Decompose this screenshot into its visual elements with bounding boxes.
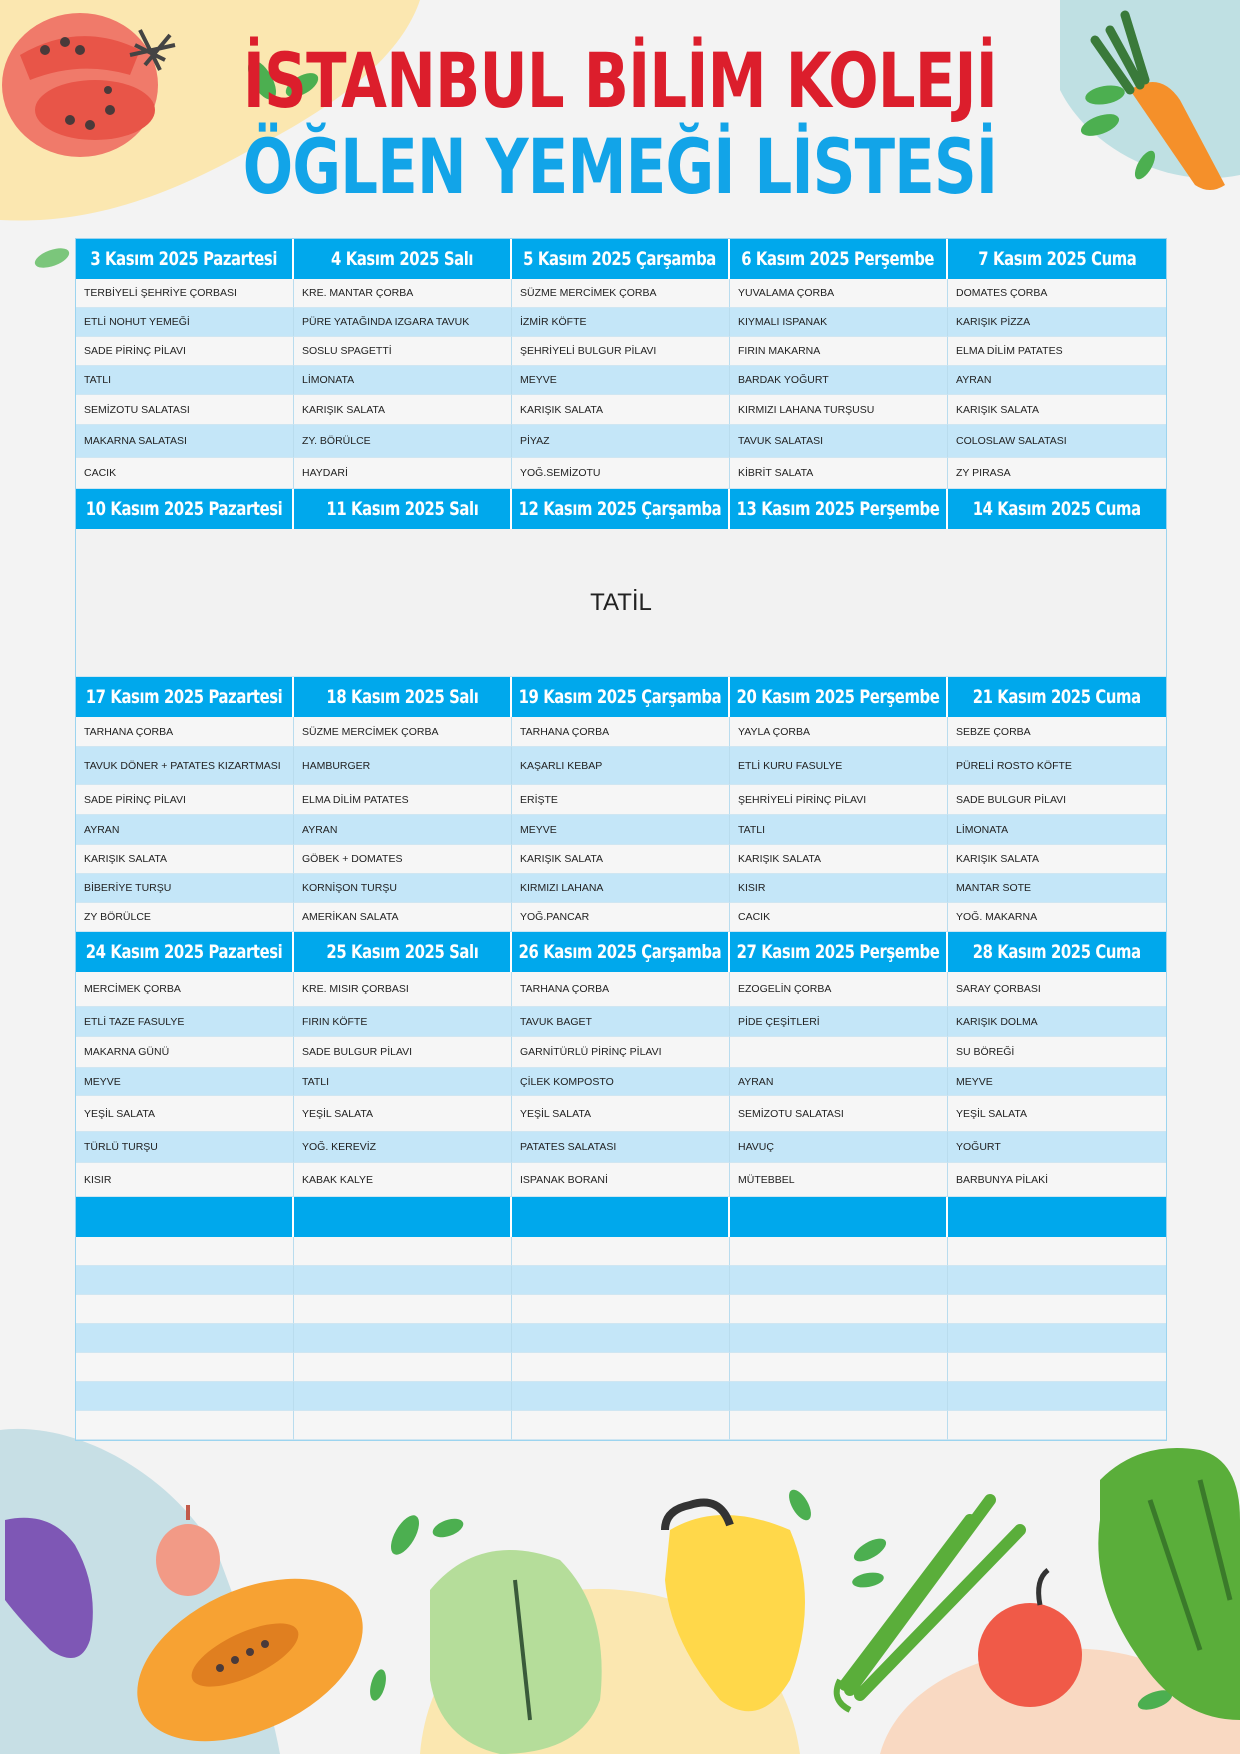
menu-cell xyxy=(512,1382,730,1411)
menu-cell: KRE. MISIR ÇORBASI xyxy=(294,972,512,1007)
menu-row xyxy=(76,747,1166,785)
day-header xyxy=(948,1197,1166,1237)
menu-cell xyxy=(948,1237,1166,1266)
menu-cell xyxy=(294,1411,512,1440)
menu-cell xyxy=(76,1237,294,1266)
menu-cell: ZY. BÖRÜLCE xyxy=(294,425,512,458)
menu-cell: YOĞURT xyxy=(948,1132,1166,1163)
menu-cell: MEYVE xyxy=(76,1068,294,1096)
menu-cell: LİMONATA xyxy=(948,815,1166,845)
menu-cell xyxy=(294,1237,512,1266)
menu-cell xyxy=(512,1353,730,1382)
day-header: 7 Kasım 2025 Cuma xyxy=(977,248,1137,270)
week-header-row xyxy=(76,489,1166,529)
menu-cell: EZOGELİN ÇORBA xyxy=(730,972,948,1007)
day-header: 20 Kasım 2025 Perşembe xyxy=(730,677,948,717)
menu-cell xyxy=(76,1382,294,1411)
menu-cell: SEMİZOTU SALATASI xyxy=(730,1096,948,1132)
menu-cell: TÜRLÜ TURŞU xyxy=(76,1132,294,1163)
menu-row xyxy=(76,815,1166,845)
menu-cell: MERCİMEK ÇORBA xyxy=(76,972,294,1007)
menu-cell: KARIŞIK SALATA xyxy=(76,845,294,874)
menu-cell: YOĞ. KEREVİZ xyxy=(294,1132,512,1163)
school-title: İSTANBUL BİLİM KOLEJİ xyxy=(242,36,998,125)
menu-cell: PÜRELİ ROSTO KÖFTE xyxy=(948,747,1166,785)
menu-cell: CACIK xyxy=(730,903,948,932)
menu-cell: AYRAN xyxy=(730,1068,948,1096)
menu-cell xyxy=(948,1353,1166,1382)
menu-cell: KARIŞIK SALATA xyxy=(730,845,948,874)
menu-row xyxy=(76,366,1166,395)
day-header xyxy=(512,1197,730,1237)
menu-cell: YOĞ. MAKARNA xyxy=(948,903,1166,932)
week-header-row xyxy=(76,1197,1166,1237)
menu-cell: ZY BÖRÜLCE xyxy=(76,903,294,932)
menu-cell: SADE BULGUR PİLAVI xyxy=(948,785,1166,815)
menu-title: ÖĞLEN YEMEĞİ LİSTESİ xyxy=(242,122,998,211)
week-block xyxy=(76,489,1166,677)
menu-row xyxy=(76,1295,1166,1324)
day-header: 11 Kasım 2025 Salı xyxy=(294,489,512,529)
menu-cell: SOSLU SPAGETTİ xyxy=(294,337,512,366)
menu-cell: SARAY ÇORBASI xyxy=(948,972,1166,1007)
lunch-menu-table xyxy=(75,238,1167,1441)
menu-cell: KIRMIZI LAHANA xyxy=(512,874,730,903)
menu-cell: ELMA DİLİM PATATES xyxy=(948,337,1166,366)
menu-row xyxy=(76,1237,1166,1266)
menu-cell: YEŞİL SALATA xyxy=(512,1096,730,1132)
menu-cell xyxy=(730,1324,948,1353)
menu-row xyxy=(76,1068,1166,1096)
menu-row xyxy=(76,1324,1166,1353)
menu-row xyxy=(76,785,1166,815)
menu-cell xyxy=(948,1411,1166,1440)
menu-cell: KARIŞIK SALATA xyxy=(294,395,512,425)
menu-row xyxy=(76,337,1166,366)
menu-cell xyxy=(948,1295,1166,1324)
week-block xyxy=(76,239,1166,489)
day-header: 12 Kasım 2025 Çarşamba xyxy=(512,489,730,529)
menu-cell: MÜTEBBEL xyxy=(730,1163,948,1197)
menu-cell: PÜRE YATAĞINDA IZGARA TAVUK xyxy=(294,308,512,337)
menu-cell xyxy=(512,1324,730,1353)
menu-cell: KARIŞIK SALATA xyxy=(948,395,1166,425)
menu-cell: AYRAN xyxy=(948,366,1166,395)
menu-cell: SEMİZOTU SALATASI xyxy=(76,395,294,425)
menu-cell: ŞEHRİYELİ BULGUR PİLAVI xyxy=(512,337,730,366)
menu-cell: SADE BULGUR PİLAVI xyxy=(294,1037,512,1068)
menu-cell xyxy=(76,1353,294,1382)
menu-cell: PİDE ÇEŞİTLERİ xyxy=(730,1007,948,1037)
menu-cell: YOĞ.SEMİZOTU xyxy=(512,458,730,489)
menu-cell: ETLİ KURU FASULYE xyxy=(730,747,948,785)
menu-cell: İZMİR KÖFTE xyxy=(512,308,730,337)
day-header: 5 Kasım 2025 Çarşamba xyxy=(512,239,730,279)
menu-row xyxy=(76,395,1166,425)
menu-cell xyxy=(76,1411,294,1440)
menu-cell xyxy=(294,1382,512,1411)
menu-row xyxy=(76,1163,1166,1197)
menu-row xyxy=(76,972,1166,1007)
menu-cell: TARHANA ÇORBA xyxy=(512,972,730,1007)
menu-cell: YEŞİL SALATA xyxy=(294,1096,512,1132)
menu-cell: KARIŞIK SALATA xyxy=(512,395,730,425)
menu-cell: KIYMALI ISPANAK xyxy=(730,308,948,337)
menu-cell: TERBİYELİ ŞEHRİYE ÇORBASI xyxy=(76,279,294,308)
menu-row xyxy=(76,1411,1166,1440)
menu-cell: HAYDARİ xyxy=(294,458,512,489)
menu-cell xyxy=(730,1237,948,1266)
menu-cell: COLOSLAW SALATASI xyxy=(948,425,1166,458)
day-header: 18 Kasım 2025 Salı xyxy=(294,677,512,717)
menu-cell xyxy=(730,1295,948,1324)
menu-cell xyxy=(294,1266,512,1295)
menu-cell: TAVUK DÖNER + PATATES KIZARTMASI xyxy=(76,747,294,785)
menu-cell: TATLI xyxy=(730,815,948,845)
menu-cell: ŞEHRİYELİ PİRİNÇ PİLAVI xyxy=(730,785,948,815)
menu-cell: CACIK xyxy=(76,458,294,489)
menu-row xyxy=(76,1382,1166,1411)
menu-cell: SEBZE ÇORBA xyxy=(948,717,1166,747)
menu-cell: YEŞİL SALATA xyxy=(76,1096,294,1132)
menu-cell xyxy=(948,1266,1166,1295)
menu-cell: YOĞ.PANCAR xyxy=(512,903,730,932)
menu-row xyxy=(76,279,1166,308)
menu-cell: DOMATES ÇORBA xyxy=(948,279,1166,308)
menu-cell: YUVALAMA ÇORBA xyxy=(730,279,948,308)
menu-row xyxy=(76,308,1166,337)
menu-row xyxy=(76,1266,1166,1295)
week-header-row xyxy=(76,932,1166,972)
menu-cell: AYRAN xyxy=(294,815,512,845)
menu-cell: SÜZME MERCİMEK ÇORBA xyxy=(294,717,512,747)
menu-cell: HAVUÇ xyxy=(730,1132,948,1163)
menu-cell: AMERİKAN SALATA xyxy=(294,903,512,932)
menu-cell: ÇİLEK KOMPOSTO xyxy=(512,1068,730,1096)
menu-cell xyxy=(730,1266,948,1295)
menu-cell: PİYAZ xyxy=(512,425,730,458)
menu-row xyxy=(76,458,1166,489)
day-header: 24 Kasım 2025 Pazartesi xyxy=(76,932,294,972)
menu-cell: SÜZME MERCİMEK ÇORBA xyxy=(512,279,730,308)
menu-cell: BİBERİYE TURŞU xyxy=(76,874,294,903)
holiday-notice: TATİL xyxy=(76,529,1166,677)
menu-row xyxy=(76,425,1166,458)
menu-cell: BARDAK YOĞURT xyxy=(730,366,948,395)
menu-cell: KARIŞIK SALATA xyxy=(948,845,1166,874)
menu-cell xyxy=(76,1295,294,1324)
day-header: 13 Kasım 2025 Perşembe xyxy=(730,489,948,529)
menu-cell: ZY PIRASA xyxy=(948,458,1166,489)
day-header: 19 Kasım 2025 Çarşamba xyxy=(512,677,730,717)
menu-cell: TARHANA ÇORBA xyxy=(512,717,730,747)
menu-cell xyxy=(512,1266,730,1295)
menu-cell: ERİŞTE xyxy=(512,785,730,815)
day-header: 27 Kasım 2025 Perşembe xyxy=(730,932,948,972)
menu-cell: GÖBEK + DOMATES xyxy=(294,845,512,874)
menu-cell: KIRMIZI LAHANA TURŞUSU xyxy=(730,395,948,425)
day-header: 14 Kasım 2025 Cuma xyxy=(972,498,1142,520)
day-header: 25 Kasım 2025 Salı xyxy=(294,932,512,972)
menu-cell xyxy=(730,1382,948,1411)
menu-row xyxy=(76,845,1166,874)
menu-cell: HAMBURGER xyxy=(294,747,512,785)
menu-cell: MEYVE xyxy=(948,1068,1166,1096)
week-header-row xyxy=(76,239,1166,279)
menu-cell: YAYLA ÇORBA xyxy=(730,717,948,747)
menu-row xyxy=(76,1037,1166,1068)
menu-cell: ISPANAK BORANİ xyxy=(512,1163,730,1197)
menu-cell: FIRIN MAKARNA xyxy=(730,337,948,366)
day-header xyxy=(294,1197,512,1237)
day-header xyxy=(76,1197,294,1237)
day-header xyxy=(730,1197,948,1237)
menu-row xyxy=(76,1007,1166,1037)
menu-cell: KISIR xyxy=(76,1163,294,1197)
week-header-row xyxy=(76,677,1166,717)
day-header: 26 Kasım 2025 Çarşamba xyxy=(512,932,730,972)
menu-cell: SU BÖREĞİ xyxy=(948,1037,1166,1068)
menu-cell: PATATES SALATASI xyxy=(512,1132,730,1163)
menu-cell: AYRAN xyxy=(76,815,294,845)
menu-row xyxy=(76,1353,1166,1382)
day-header: 6 Kasım 2025 Perşembe xyxy=(730,239,948,279)
menu-cell: YEŞİL SALATA xyxy=(948,1096,1166,1132)
menu-cell: KARIŞIK SALATA xyxy=(512,845,730,874)
day-header: 21 Kasım 2025 Cuma xyxy=(972,686,1142,708)
menu-cell: KISIR xyxy=(730,874,948,903)
menu-cell: TARHANA ÇORBA xyxy=(76,717,294,747)
menu-cell xyxy=(730,1353,948,1382)
menu-cell xyxy=(730,1411,948,1440)
leaf-icon xyxy=(32,244,71,271)
menu-cell: GARNİTÜRLÜ PİRİNÇ PİLAVI xyxy=(512,1037,730,1068)
menu-row xyxy=(76,1132,1166,1163)
day-header: 3 Kasım 2025 Pazartesi xyxy=(76,239,294,279)
menu-cell: MEYVE xyxy=(512,815,730,845)
menu-cell xyxy=(294,1295,512,1324)
menu-cell: MAKARNA GÜNÜ xyxy=(76,1037,294,1068)
menu-cell: KAŞARLI KEBAP xyxy=(512,747,730,785)
menu-cell: KARIŞIK DOLMA xyxy=(948,1007,1166,1037)
menu-cell: KARIŞIK PİZZA xyxy=(948,308,1166,337)
day-header: 10 Kasım 2025 Pazartesi xyxy=(76,489,294,529)
menu-cell xyxy=(512,1411,730,1440)
menu-cell: FIRIN KÖFTE xyxy=(294,1007,512,1037)
menu-cell: TATLI xyxy=(76,366,294,395)
menu-cell xyxy=(948,1324,1166,1353)
menu-cell: MAKARNA SALATASI xyxy=(76,425,294,458)
day-header: 17 Kasım 2025 Pazartesi xyxy=(76,677,294,717)
menu-cell xyxy=(948,1382,1166,1411)
menu-cell xyxy=(76,1266,294,1295)
day-header: 28 Kasım 2025 Cuma xyxy=(972,941,1142,963)
menu-cell: KİBRİT SALATA xyxy=(730,458,948,489)
menu-cell xyxy=(512,1237,730,1266)
apple-icon xyxy=(978,1570,1082,1707)
menu-cell: TAVUK BAGET xyxy=(512,1007,730,1037)
menu-cell xyxy=(76,1324,294,1353)
menu-row xyxy=(76,903,1166,932)
day-header: 4 Kasım 2025 Salı xyxy=(294,239,512,279)
menu-cell: KRE. MANTAR ÇORBA xyxy=(294,279,512,308)
week-block xyxy=(76,1197,1166,1440)
menu-cell: MANTAR SOTE xyxy=(948,874,1166,903)
menu-cell xyxy=(730,1037,948,1068)
menu-cell: KABAK KALYE xyxy=(294,1163,512,1197)
menu-cell xyxy=(294,1353,512,1382)
menu-cell xyxy=(512,1295,730,1324)
menu-row xyxy=(76,717,1166,747)
menu-cell: SADE PİRİNÇ PİLAVI xyxy=(76,337,294,366)
menu-cell: LİMONATA xyxy=(294,366,512,395)
menu-cell: TATLI xyxy=(294,1068,512,1096)
menu-cell: ETLİ TAZE FASULYE xyxy=(76,1007,294,1037)
menu-cell: BARBUNYA PİLAKİ xyxy=(948,1163,1166,1197)
menu-cell: ETLİ NOHUT YEMEĞİ xyxy=(76,308,294,337)
menu-cell: SADE PİRİNÇ PİLAVI xyxy=(76,785,294,815)
week-block xyxy=(76,677,1166,932)
menu-cell: ELMA DİLİM PATATES xyxy=(294,785,512,815)
cabbage-icon xyxy=(430,1550,602,1754)
menu-row xyxy=(76,874,1166,903)
menu-cell xyxy=(294,1324,512,1353)
week-block xyxy=(76,932,1166,1197)
menu-cell: MEYVE xyxy=(512,366,730,395)
menu-cell: TAVUK SALATASI xyxy=(730,425,948,458)
menu-row xyxy=(76,1096,1166,1132)
menu-cell: KORNİŞON TURŞU xyxy=(294,874,512,903)
